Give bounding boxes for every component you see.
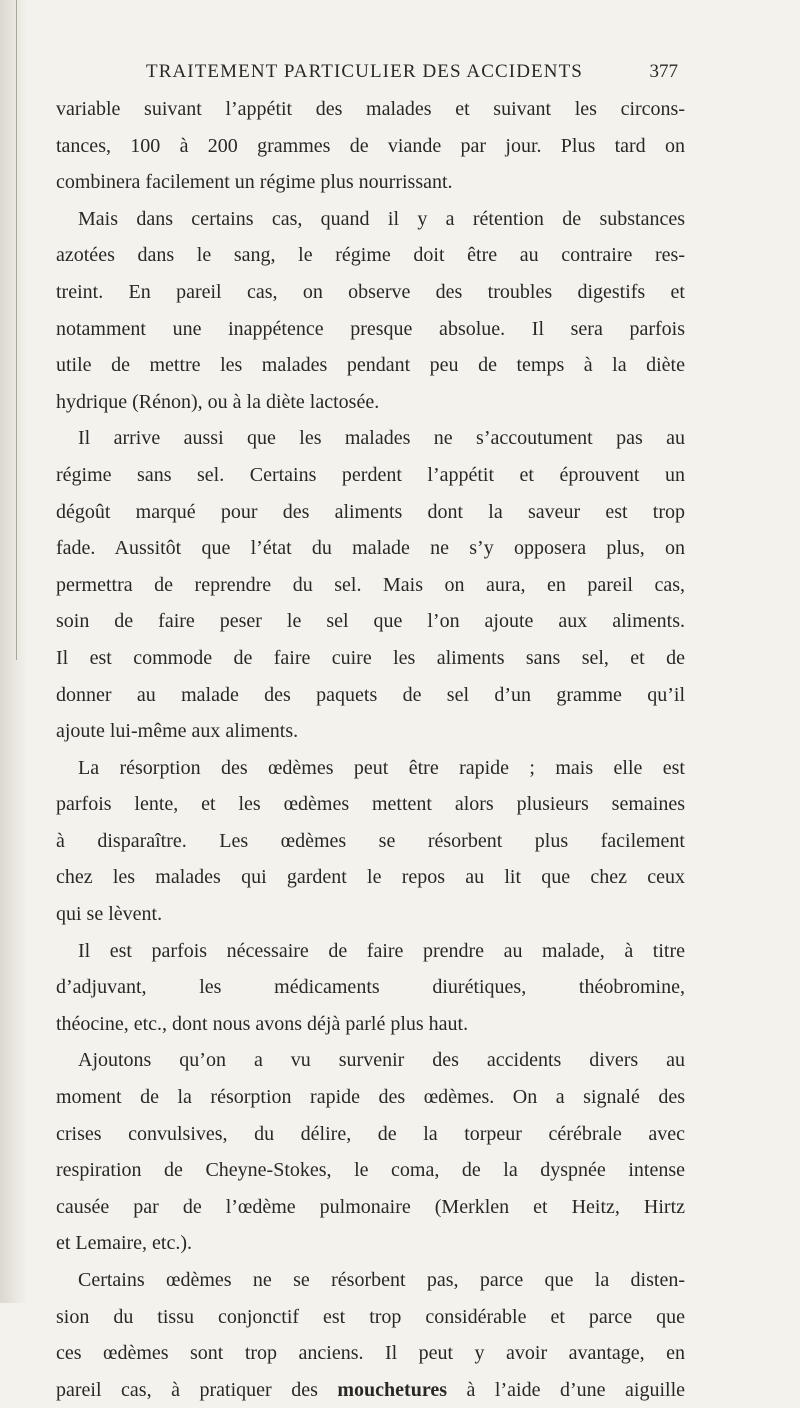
- text-line: parfois lente, et les œdèmes mettent alors plusieurs semaines: [56, 793, 685, 816]
- text-line: sion du tissu conjonctif est trop considérable et parce que: [56, 1305, 685, 1328]
- text-line: Il est commode de faire cuire les aliments sans sel, et de: [56, 646, 685, 669]
- bold-term: mouchetures: [337, 1378, 448, 1401]
- paragraph-first-line: Certains œdèmes ne se résorbent pas, parce que la disten-: [78, 1269, 685, 1291]
- text-line: régime sans sel. Certains perdent l’appétit et éprouvent un: [56, 463, 685, 486]
- paragraph-first-line: Mais dans certains cas, quand il y a rétention de substances: [78, 207, 685, 230]
- text-line: utile de mettre les malades pendant peu de temps à la diète: [56, 354, 685, 377]
- text-line: causée par de l’œdème pulmonaire (Merklen et Heitz, Hirtz: [56, 1195, 685, 1218]
- text-line: tances, 100 à 200 grammes de viande par jour. Plus tard on: [56, 134, 685, 157]
- paragraph-first-line: Ajoutons qu’on a vu survenir des accidents divers au: [78, 1049, 685, 1072]
- text-fragment: à l’aide d’une aiguille: [447, 1378, 686, 1401]
- text-line: qui se lèvent.: [56, 903, 163, 926]
- binding-crease: [16, 0, 17, 660]
- text-line: chez les malades qui gardent le repos au lit que chez ceux: [56, 866, 685, 889]
- paragraph-first-line: Il est parfois nécessaire de faire prendre au malade, à titre: [78, 939, 685, 962]
- text-line: variable suivant l’appétit des malades et suivant les circons-: [56, 98, 685, 120]
- text-line: hydrique (Rénon), ou à la diète lactosée.: [56, 390, 380, 413]
- text-line: ajoute lui-même aux aliments.: [56, 720, 299, 743]
- text-line: et Lemaire, etc.).: [56, 1232, 193, 1255]
- text-line: combinera facilement un régime plus nourrissant.: [56, 171, 453, 194]
- text-line: ces œdèmes sont trop anciens. Il peut y avoir avantage, en: [56, 1342, 685, 1365]
- text-fragment: pareil cas, à pratiquer des: [56, 1378, 338, 1401]
- text-line-with-bold-term: [56, 1372, 685, 1408]
- page-number: 377: [649, 61, 678, 82]
- page-binding-edge: [0, 0, 28, 1303]
- text-line: crises convulsives, du délire, de la torpeur cérébrale avec: [56, 1122, 685, 1145]
- text-line: théocine, etc., dont nous avons déjà parlé plus haut.: [56, 1012, 469, 1035]
- text-line: soin de faire peser le sel que l’on ajoute aux aliments.: [56, 610, 685, 633]
- text-line: donner au malade des paquets de sel d’un gramme qu’il: [56, 683, 685, 706]
- text-line: d’adjuvant, les médicaments diurétiques, théobromine,: [56, 976, 685, 999]
- text-line: treint. En pareil cas, on observe des troubles digestifs et: [56, 280, 685, 303]
- paragraph-first-line: Il arrive aussi que les malades ne s’accoutument pas au: [78, 427, 685, 450]
- text-line: moment de la résorption rapide des œdèmes. On a signalé des: [56, 1086, 685, 1109]
- text-line: fade. Aussitôt que l’état du malade ne s’y opposera plus, on: [56, 537, 685, 560]
- paragraph-first-line: La résorption des œdèmes peut être rapide ; mais elle est: [78, 756, 685, 779]
- text-line: notamment une inappétence presque absolue. Il sera parfois: [56, 317, 685, 340]
- text-line: azotées dans le sang, le régime doit être au contraire res-: [56, 244, 685, 267]
- running-title: TRAITEMENT PARTICULIER DES ACCIDENTS: [146, 61, 583, 82]
- body-text: [56, 91, 685, 1408]
- text-line: dégoût marqué pour des aliments dont la saveur est trop: [56, 500, 685, 523]
- text-line: respiration de Cheyne-Stokes, le coma, de la dyspnée intense: [56, 1159, 685, 1182]
- page-header: [0, 56, 800, 88]
- text-line: à disparaître. Les œdèmes se résorbent plus facilement: [56, 829, 685, 852]
- text-line: permettra de reprendre du sel. Mais on aura, en pareil cas,: [56, 573, 685, 596]
